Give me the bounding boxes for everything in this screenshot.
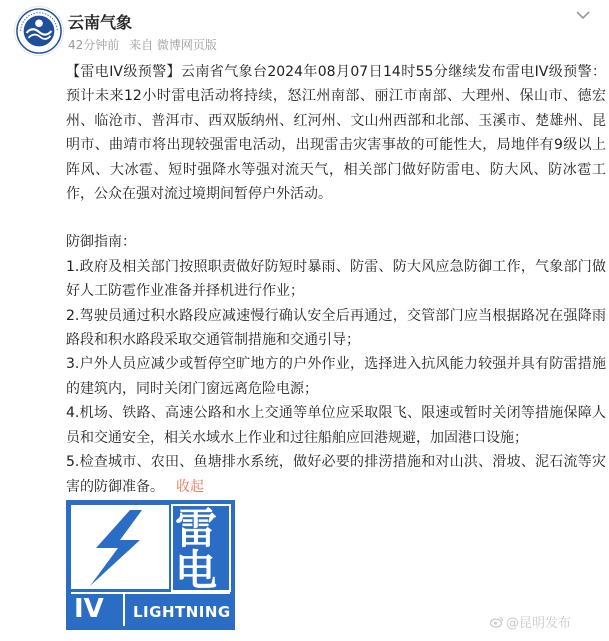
guide-item-2: 2.驾驶员通过积水路段应减速慢行确认安全后再通过，交管部门应当根据路况在强降雨路段和积水路段采取交通管制措施和交通引导； bbox=[66, 307, 606, 349]
watermark bbox=[490, 612, 571, 631]
collapse-link[interactable]: 收起 bbox=[176, 478, 204, 495]
weibo-logo-icon bbox=[490, 616, 504, 628]
more-options-icon[interactable] bbox=[572, 8, 594, 22]
guide-item-3: 3.户外人员应减少或暂停空旷地方的户外作业，选择进入抗风能力较强并具有防雷措施的建筑内，同时关闭门窗远离危险电源； bbox=[66, 356, 606, 397]
badge-level: IV bbox=[74, 594, 104, 624]
guide-title: 防御指南： bbox=[66, 234, 136, 251]
badge-char-top: 雷 bbox=[175, 504, 218, 553]
post-meta bbox=[68, 36, 223, 53]
guide-item-4: 4.机场、铁路、高速公路和水上交通等单位应采取限飞、限速或暂时关闭等措施保障人员和交通安全，相关水域水上作业和过往船舶应回港规避，加固港口设施； bbox=[66, 405, 606, 446]
badge-char-bottom: 电 bbox=[175, 546, 218, 595]
guide-item-5: 5.检查城市、农田、鱼塘排水系统，做好必要的排涝措施和对山洪、滑坡、泥石流等灾害的防御准备。 bbox=[66, 454, 606, 495]
guide-item-5-wrapper bbox=[66, 450, 606, 499]
warning-paragraph: 【雷电IV级预警】云南省气象台2024年08月07日14时55分继续发布雷电IV级预警：预计未来12小时雷电活动将持续，怒江州南部、丽江市南部、大理州、保山市、德宏州、临沧市、普洱市、西双版纳州、红河州、文山州西部和北部、玉溪市、楚雄州、昆明市、曲靖市将出现较强雷电活动，出现雷击灾害事故的可能性大，局地伴有9级以上阵风、大冰雹、短时强降水等强对流天气，相关部门做好防雷电、防大风、防冰雹工作，公众在强对流过境期间暂停户外活动。 bbox=[66, 64, 606, 203]
post-header bbox=[14, 6, 594, 56]
account-name[interactable]: 云南气象 bbox=[68, 13, 133, 32]
meteorological-logo-icon bbox=[15, 7, 63, 55]
badge-word: LIGHTNING bbox=[133, 603, 231, 621]
avatar[interactable] bbox=[14, 6, 64, 56]
post-time[interactable]: 42分钟前 bbox=[68, 38, 120, 52]
post-source: 来自 微博网页版 bbox=[129, 38, 217, 52]
lightning-warning-badge[interactable] bbox=[66, 500, 235, 630]
post-body bbox=[66, 60, 606, 499]
guide-item-1: 1.政府及相关部门按照职责做好防短时暴雨、防雷、防大风应急防御工作，气象部门做好人工防雹作业准备并择机进行作业； bbox=[66, 258, 606, 300]
watermark-text: @昆明发布 bbox=[506, 616, 572, 631]
